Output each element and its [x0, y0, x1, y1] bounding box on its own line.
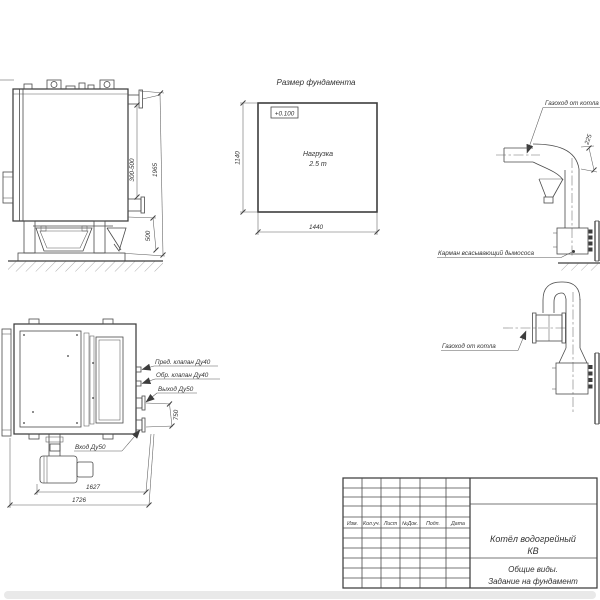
inlet-pipe — [136, 418, 145, 432]
col-ndok: №Док. — [401, 521, 419, 527]
inlet-label — [74, 430, 140, 451]
check-valve-stub — [136, 381, 141, 386]
boiler-top-view — [2, 319, 220, 508]
doc-name-line2: КВ — [527, 546, 539, 556]
elevation-mark-text: +0.100 — [274, 110, 295, 118]
safety-valve-stub — [136, 367, 141, 372]
doc-type-line1: Общие виды. — [508, 565, 558, 574]
dim-flue-offset — [581, 133, 597, 173]
flue-upper-label: Газоход от котла — [545, 100, 599, 107]
safety-valve-label-text: Пред. клапан Ду40 — [155, 359, 211, 366]
dim-ports-spacing — [146, 402, 180, 429]
dim-foundation-width — [256, 212, 380, 235]
flue-lower-label: Газоход от котла — [442, 343, 496, 350]
check-valve-label-text: Обр. клапан Ду40 — [156, 372, 209, 379]
boiler-body — [13, 89, 128, 221]
suction-pocket — [553, 221, 599, 261]
ground-hatch — [8, 261, 163, 272]
lifting-lug-right — [100, 80, 114, 89]
burner-assembly — [40, 434, 93, 483]
top-fittings — [24, 83, 94, 89]
foundation-title: Размер фундамента — [276, 78, 356, 87]
dim-outer-length-text: 1726 — [71, 497, 87, 504]
dim-nozzle-range — [129, 103, 140, 200]
side-hatch-door — [3, 172, 13, 203]
outlet-pipe — [136, 396, 145, 410]
col-koluch: Кол.уч. — [363, 521, 380, 527]
support-frame — [18, 221, 126, 261]
inlet-label-text: Вход Ду50 — [75, 444, 106, 451]
col-list: Лист — [383, 521, 398, 527]
left-edge-element — [2, 329, 11, 436]
pocket-label-text: Карман всасывающий дымососа — [438, 250, 534, 257]
title-block — [343, 478, 597, 588]
dim-foundation-depth-text: 1140 — [234, 151, 242, 165]
upper-nozzle — [128, 90, 160, 108]
col-podp: Подп. — [426, 521, 440, 527]
title-block-headers — [347, 521, 465, 527]
check-valve-label — [142, 371, 220, 384]
col-izm: Изм. — [346, 521, 359, 527]
outlet-label — [146, 385, 197, 402]
flue-upper-view — [437, 99, 600, 271]
load-text-line1: Нагрузка — [302, 151, 334, 158]
base-plate — [18, 253, 125, 261]
lower-nozzle — [128, 197, 145, 213]
doc-name-line1: Котёл водогрейный — [490, 534, 576, 544]
boiler-side-view — [0, 80, 166, 272]
dim-nozzle-range-text: 300-500 — [129, 158, 136, 182]
dim-base-height — [128, 216, 159, 253]
flue-lower-view — [441, 282, 599, 424]
outlet-label-text: Выход Ду50 — [158, 386, 194, 393]
foundation-plan-view — [235, 78, 380, 235]
dim-ports-spacing-text: 750 — [173, 409, 180, 421]
horizontal-scrollbar[interactable] — [4, 591, 596, 599]
suction-pocket-lower — [552, 353, 599, 424]
dim-total-height — [120, 91, 166, 258]
ground-hatch-right — [558, 263, 600, 271]
dim-base-height-text: 500 — [145, 230, 152, 242]
right-panel — [92, 337, 123, 423]
pocket-label — [437, 249, 575, 258]
dim-flue-offset-text: 225 — [583, 133, 594, 146]
boiler-plan-body — [14, 324, 136, 434]
lifting-lug-left — [47, 80, 61, 89]
dim-inner-length-text: 1627 — [85, 484, 101, 491]
safety-valve-label — [142, 358, 218, 370]
burner-motor — [77, 462, 93, 477]
doc-type-line2: Задание на фундамент — [488, 577, 578, 586]
dim-foundation-width-text: 1440 — [308, 224, 324, 231]
col-data: Дата — [451, 521, 465, 527]
left-panel — [20, 331, 81, 427]
dim-total-height-text: 1965 — [152, 162, 159, 178]
dim-foundation-depth — [235, 101, 259, 215]
load-text-line2: 2.5 т — [309, 161, 327, 168]
elevation-mark — [271, 107, 298, 118]
